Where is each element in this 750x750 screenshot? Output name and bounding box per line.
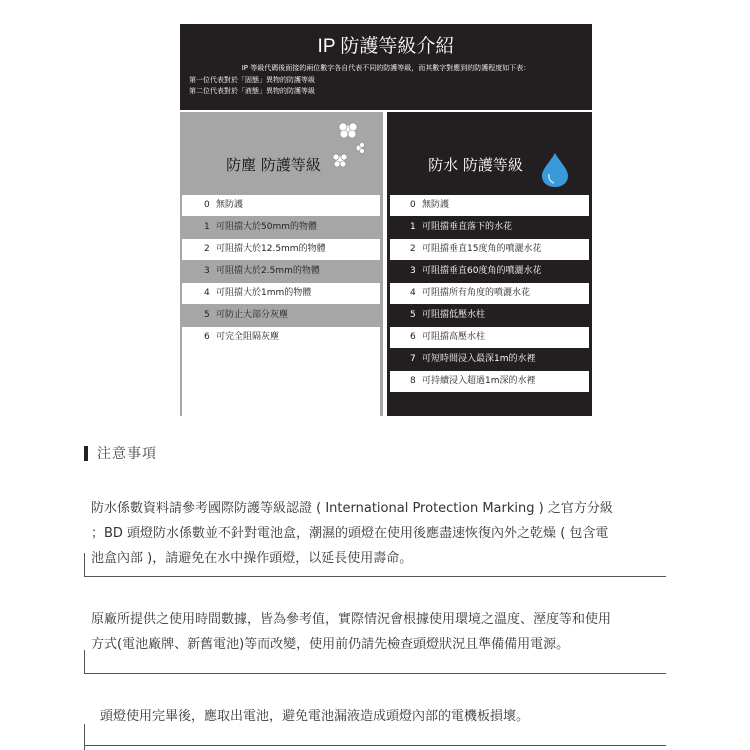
- dust-row: 4 可阻擋大於1mm的物體: [182, 283, 380, 304]
- note-line: 池盒內部 )，請避免在水中操作頭燈，以延長使用壽命。: [91, 551, 413, 566]
- note-paragraph-1: [91, 496, 661, 571]
- dust-row: 3 可阻擋大於2.5mm的物體: [182, 261, 380, 282]
- note-line: 頭燈使用完畢後，應取出電池，避免電池漏液造成頭燈內部的電機板損壞。: [100, 709, 530, 724]
- note-bracket-line: [84, 650, 85, 674]
- infographic-header: [180, 24, 592, 110]
- note-paragraph-3: [100, 704, 670, 729]
- dust-row: 6 可完全阻隔灰塵: [182, 327, 380, 515]
- water-row: 2 可阻擋垂直15度角的噴灑水花: [390, 239, 589, 260]
- dust-row: 5 可防止大部分灰塵: [182, 305, 380, 326]
- water-row: 0 無防護: [390, 195, 589, 216]
- water-row: 3 可阻擋垂直60度角的噴灑水花: [390, 261, 589, 282]
- note-line: ；BD 頭燈防水係數並不針對電池盒，潮濕的頭燈在使用後應盡速恢復內外之乾燥 ( 包含電: [91, 526, 609, 541]
- description-line: IP 等級代碼後面接的兩位數字各自代表不同的防護等級，而其數字對應到的防護程度如下表：: [241, 64, 531, 72]
- infographic-title: IP 防護等級介紹: [317, 36, 455, 57]
- note-divider: [84, 673, 666, 674]
- water-protection-column: [387, 112, 592, 416]
- water-row: 8 可持續浸入超過1m深的水裡: [390, 371, 589, 392]
- water-row: 1 可阻擋垂直落下的水花: [390, 217, 589, 238]
- water-row: 6 可阻擋高壓水柱: [390, 327, 589, 348]
- notes-heading-label: 注意事項: [97, 446, 157, 462]
- dust-column-title: 防塵 防護等級: [226, 156, 321, 174]
- water-drop-icon: [539, 152, 571, 188]
- heading-bar: [84, 446, 88, 461]
- dust-row: 0 無防護: [182, 195, 380, 216]
- note-bracket-line: [84, 553, 85, 577]
- note-line: 方式(電池廠牌、新舊電池)等而改變，使用前仍請先檢查頭燈狀況且準備備用電源。: [91, 637, 570, 652]
- water-row: 4 可阻擋所有角度的噴灑水花: [390, 283, 589, 304]
- dust-row: 2 可阻擋大於12.5mm的物體: [182, 239, 380, 260]
- note-paragraph-2: [91, 607, 661, 657]
- dust-row: 1 可阻擋大於50mm的物體: [182, 217, 380, 238]
- note-line: 原廠所提供之使用時間數據，皆為參考值，實際情況會根據使用環境之溫度、溼度等和使用: [91, 612, 612, 627]
- dust-protection-column: [180, 112, 383, 416]
- water-row: 7 可短時間浸入最深1m的水裡: [390, 349, 589, 370]
- note-bracket-line: [84, 724, 85, 750]
- infographic-description: [189, 63, 583, 98]
- water-row: 5 可阻擋低壓水柱: [390, 305, 589, 326]
- description-line: 第一位代表對於「固態」異物的防護等級: [189, 75, 315, 84]
- note-divider: [84, 745, 666, 746]
- description-line: 第二位代表對於「液態」異物的防護等級: [189, 87, 315, 95]
- ip-rating-infographic: [180, 24, 592, 416]
- water-column-title: 防水 防護等級: [428, 156, 523, 174]
- note-line: 防水係數資料請參考國際防護等級認證 ( International Protection Marking ) 之官方分級: [91, 501, 613, 516]
- note-divider: [84, 576, 666, 577]
